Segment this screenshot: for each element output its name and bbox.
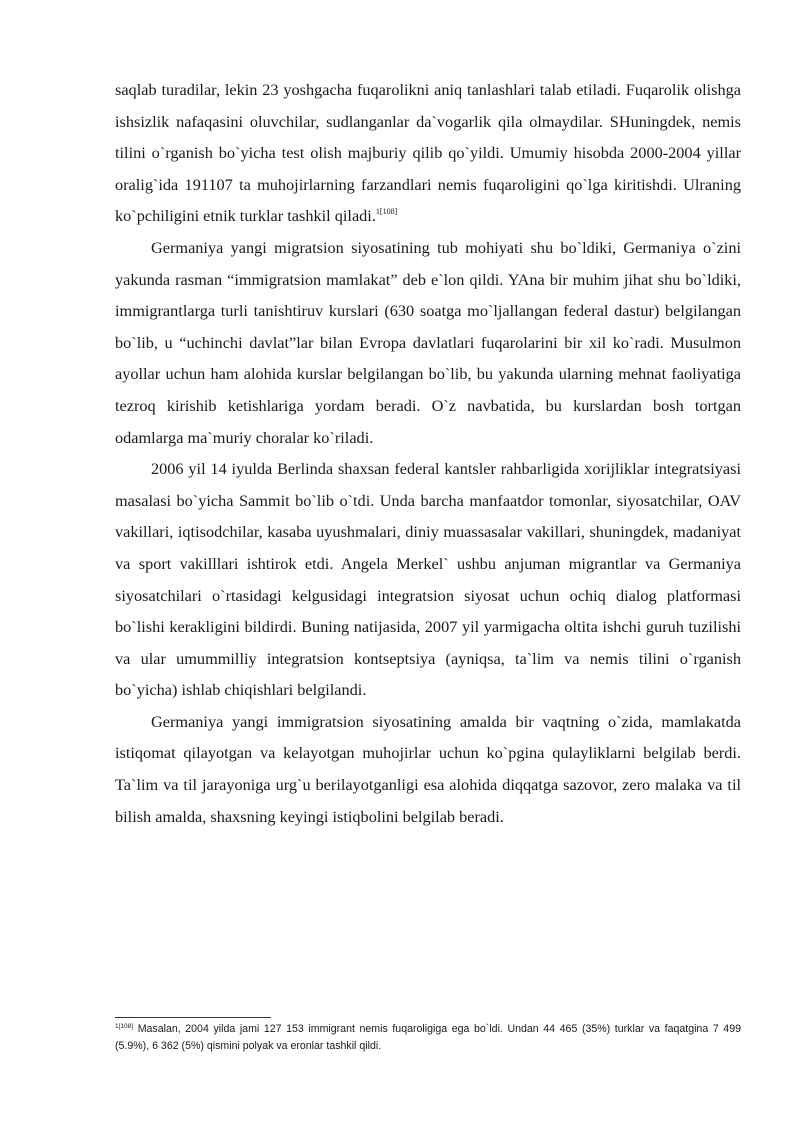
paragraph-4: Germaniya yangi immigratsion siyosatining amalda bir vaqtning o`zida, mamlakatda istiqomat qilayotgan va kelayotgan muhojirlar uchun ko`pgina qulayliklarni belgilab berdi. Ta`lim va til jarayoniga urg`u berilayotganligi esa alohida diqqatga sazovor, zero malaka va til bilish amalda, shaxsning keyingi istiqbolini belgilab beradi. [115,711,741,826]
footnote-separator [115,1017,271,1018]
footnote-marker: 1[108] [115,1023,134,1030]
paragraph-3: 2006 yil 14 iyulda Berlinda shaxsan federal kantsler rahbarligida xorijliklar integratsiyasi masalasi bo`yicha Sammit bo`lib o`tdi. Unda barcha manfaatdor tomonlar, siyosatchilar, OAV vakillari, iqtisodchilar, kasaba uyushmalari, diniy muassasalar vakillari, shuningdek, madaniyat va sport vakilllari ishtirok etdi. Angela Merkel` ushbu anjuman migrantlar va Germaniya siyosatchilari o`rtasidagi kelgusidagi integratsion siyosat uchun ochiq dialog platformasi bo`lishi kerakligini bildirdi. Buning natijasida, 2007 yil yarmigacha oltita ishchi guruh tuzilishi va ular umummilliy integratsion kontseptsiya (ayniqsa, ta`lim va nemis tilini o`rganish bo`yicha) ishlab chiqishlari belgilandi. [115,459,741,700]
footnote-reference[interactable]: 1[108] [375,207,398,217]
paragraph-2: Germaniya yangi migratsion siyosatining tub mohiyati shu bo`ldiki, Germaniya o`zini yakunda rasman “immigratsion mamlakat” deb e`lon qildi. YAna bir muhim jihat shu bo`ldiki, immigrantlarga turli tanishtiruv kurslari (630 soatga mo`ljallangan federal dastur) belgilangan bo`lib, u “uchinchi davlat”lar bilan Evropa davlatlari fuqarolarini bir xil ko`radi. Musulmon ayollar uchun ham alohida kurslar belgilangan bo`lib, bu yakunda ularning mehnat faoliyatiga tezroq kirishib ketishlariga yordam beradi. O`z navbatida, bu kurslardan bosh tortgan odamlarga ma`muriy choralar ko`riladi. [115,237,741,447]
footnote-text: Masalan, 2004 yilda jami 127 153 immigrant nemis fuqaroligiga ega bo`ldi. Undan 44 465 (35%) turklar va faqatgina 7 499 (5.9%), 6 362 (5%) qismini polyak va eronlar tashkil qildi. [115,1023,741,1052]
body-text [115,74,741,832]
footnote [115,1021,741,1055]
paragraph-1 [115,74,741,232]
paragraph-1-text: saqlab turadilar, lekin 23 yoshgacha fuqarolikni aniq tanlashlari talab etiladi. Fuqarolik olishga ishsizlik nafaqasini oluvchilar, sudlanganlar da`vogarlik qila olmaydilar. SHuningdek, nemis tilini o`rganish bo`yicha test olish majburiy qilib qo`yildi. Umumiy hisobda 2000-2004 yillar oralig`ida 191107 ta muhojirlarning farzandlari nemis fuqaroligini qo`lga kiritishdi. Ulraning ko`pchiligini etnik turklar tashkil qiladi. [115,80,741,226]
